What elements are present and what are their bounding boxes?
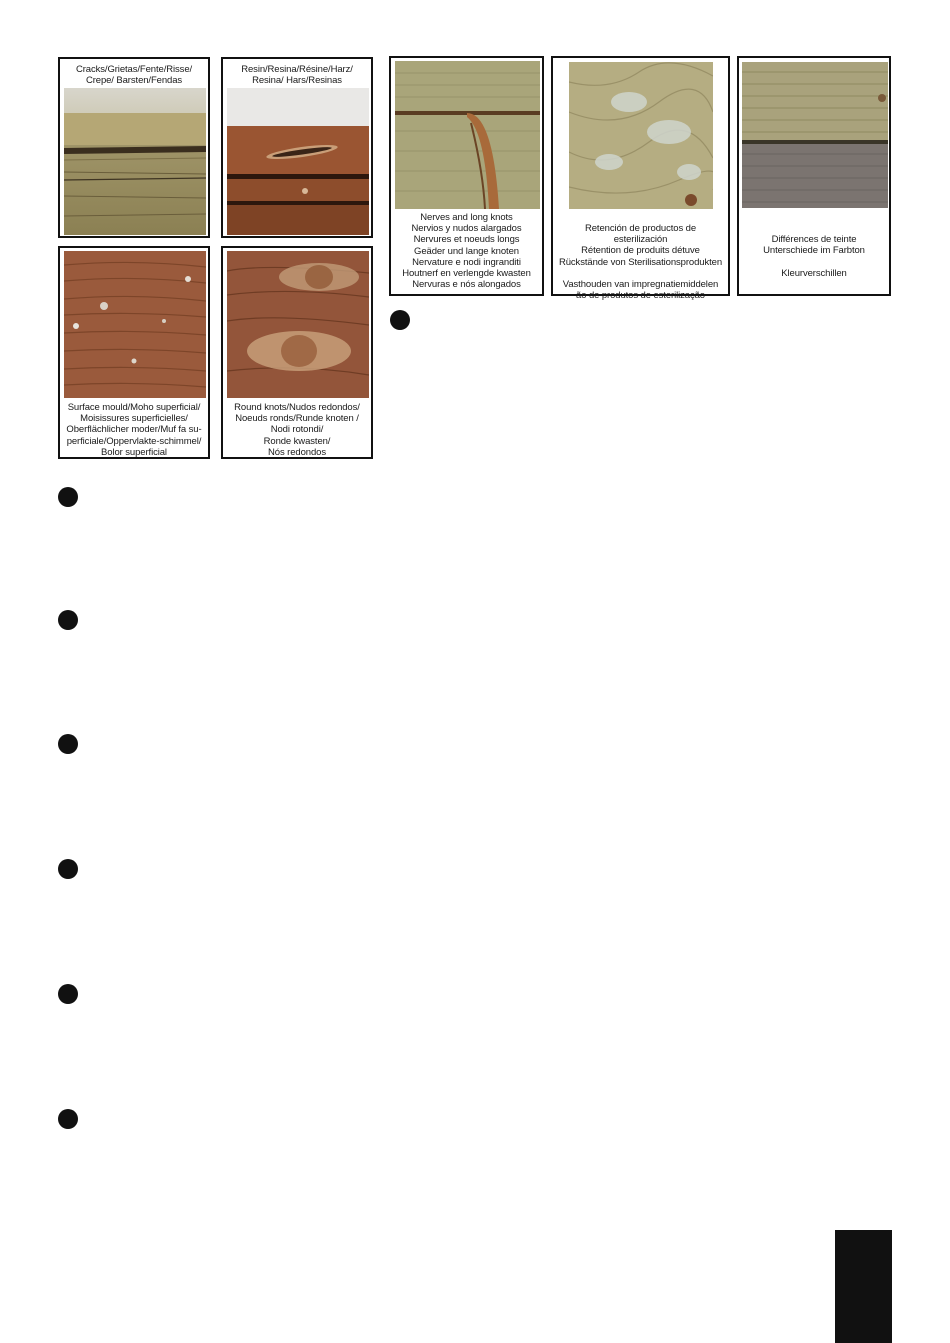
caption-resin: Resin/Resina/Résine/Harz/ Resina/ Hars/Resinas [241,64,353,87]
tint-image [742,62,888,208]
photo-cracks [64,88,206,235]
card-cracks [58,57,210,238]
card-mould [58,246,210,459]
card-tint [737,56,891,296]
photo-knots [227,251,369,398]
retention-image [569,62,713,209]
photo-resin [227,88,369,235]
mould-image [64,251,206,398]
card-knots [221,246,373,459]
photo-tint [742,62,888,208]
caption-tint: Différences de teinte Unterschiede im Farbton Kleurverschillen [763,234,865,279]
caption-knots: Round knots/Nudos redondos/ Noeuds ronds/Runde knoten / Nodi rotondi/ Ronde kwasten/ Nós redondos [234,402,360,458]
bullet-marker [58,984,78,1004]
bullet-marker [58,734,78,754]
card-retention [551,56,730,302]
resin-image [227,88,369,235]
photo-nerves [395,61,540,209]
bullet-marker [58,859,78,879]
photo-mould [64,251,206,398]
caption-cracks: Cracks/Grietas/Fente/Risse/ Crepe/ Barsten/Fendas [75,64,193,87]
card-nerves [389,56,544,296]
bullet-marker [58,1109,78,1129]
page-tab [835,1230,892,1343]
knots-image [227,251,369,398]
photo-retention [569,62,713,209]
caption-mould: Surface mould/Moho superficial/ Moisissures superficielles/ Oberflächlicher moder/Muf fa su- perficiale/Oppervlakte-schimmel/ Bolor superficial [66,402,202,458]
caption-nerves: Nerves and long knots Nervios y nudos alargados Nervures et noeuds longs Geäder und lange knoten Nervature e nodi ingranditi Houtnerf en verlengde kwasten Nervuras e nós alongados [402,212,531,291]
bullet-marker [58,487,78,507]
card-resin [221,57,373,238]
nerves-image [395,61,540,209]
bullet-marker [390,310,410,330]
cracks-image [64,88,206,235]
bullet-marker [58,610,78,630]
caption-retention: Retención de productos de esterilización Rétention de produits détuve Rückstände von Sterilisationsprodukten Vasthouden van impregnatiemiddelen ão de produtos de esterilização [558,223,723,302]
